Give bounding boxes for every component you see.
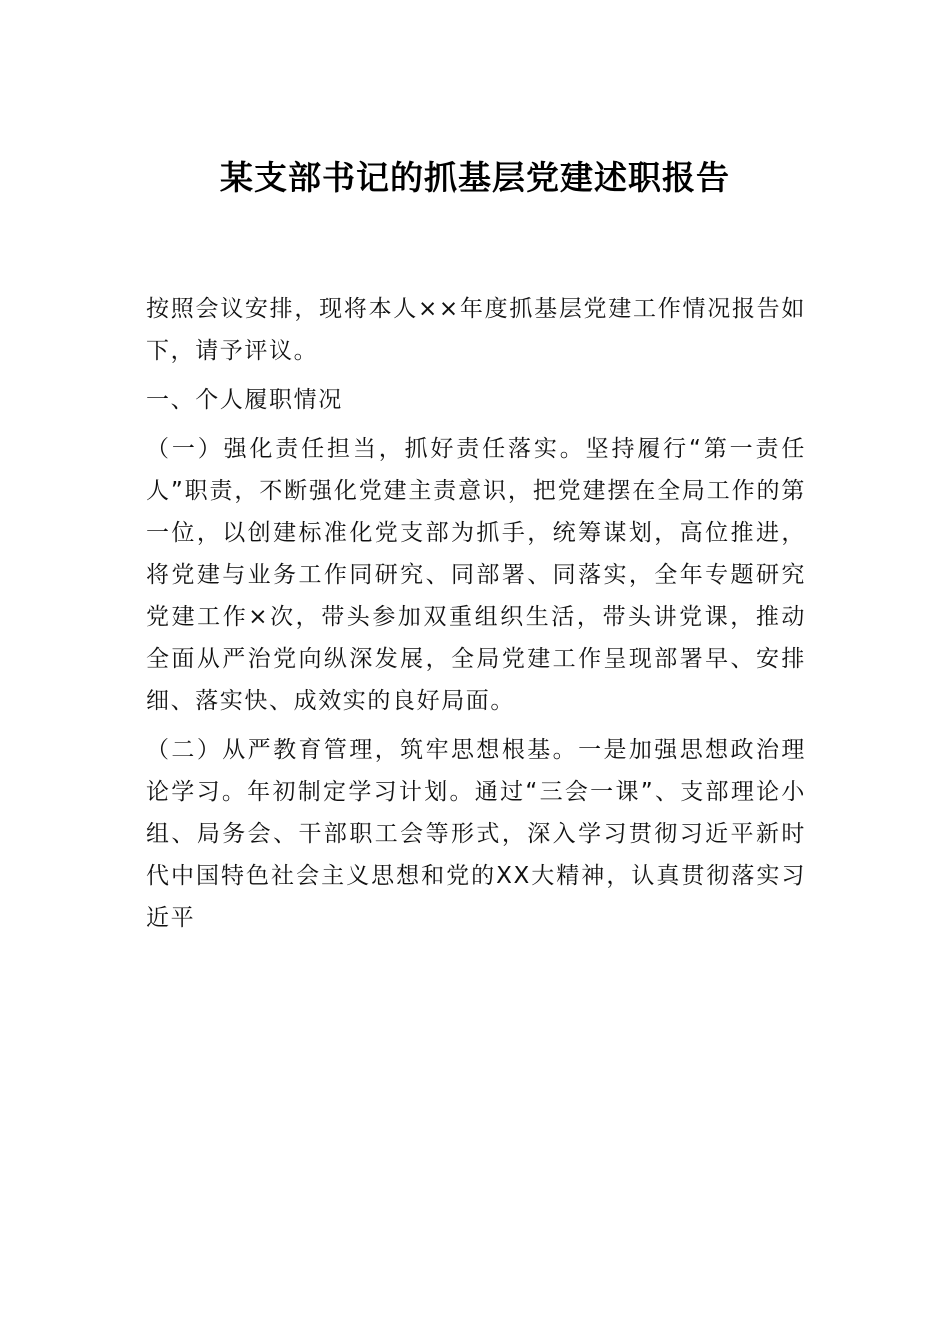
section-heading-personal-duty: 一、个人履职情况 (146, 387, 343, 413)
intro-paragraph: 按照会议安排，现将本人××年度抓基层党建工作情况报告如下，请予评议。 (146, 296, 806, 364)
paragraph-responsibility: （一）强化责任担当，抓好责任落实。坚持履行“第一责任人”职责，不断强化党建主责意识，把党建摆在全局工作的第一位，以创建标准化党支部为抓手，统筹谋划，高位推进，将党建与业务工作同研究、同部署、同落实，全年专题研究党建工作×次，带头参加双重组织生活，带头讲党课，推动全面从严治党向纵深发展，全局党建工作呈现部署早、安排细、落实快、成效实的良好局面。 (146, 436, 806, 714)
document-body (146, 288, 806, 946)
paragraph-education-management: （二）从严教育管理，筑牢思想根基。一是加强思想政治理论学习。年初制定学习计划。通过“三会一课”、支部理论小组、局务会、干部职工会等形式，深入学习贯彻习近平新时代中国特色社会主义思想和党的XX大精神，认真贯彻落实习近平 (146, 737, 806, 931)
document-title: 某支部书记的抓基层党建述职报告 (220, 158, 730, 197)
